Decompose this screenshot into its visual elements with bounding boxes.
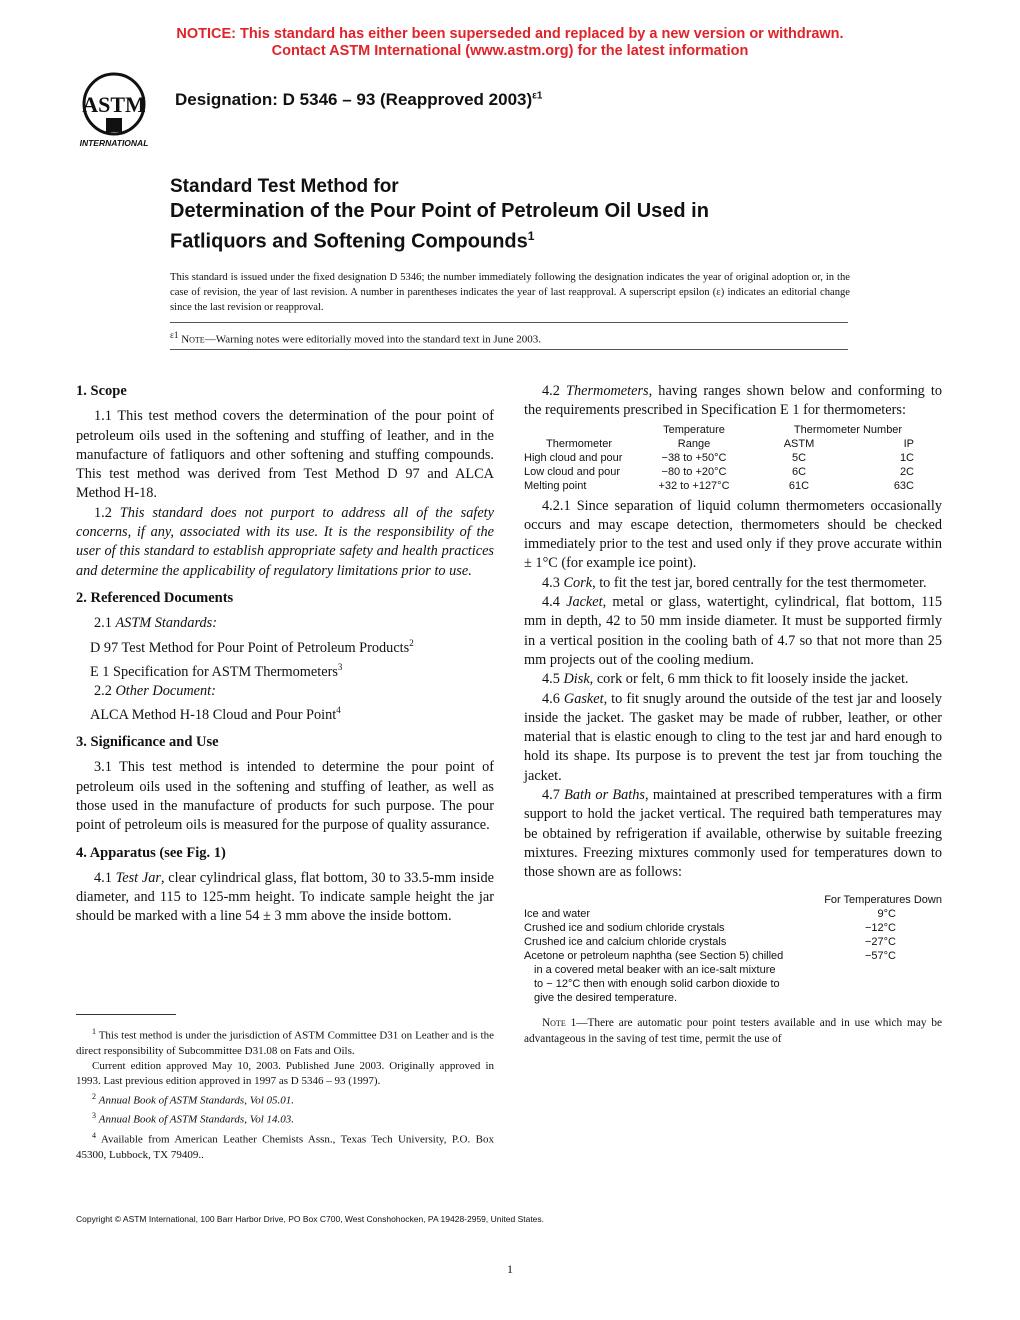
mixture-cont-2: to − 12°C then with enough solid carbon dioxide to [534, 977, 780, 990]
para-4-3 [524, 574, 942, 593]
footnote-4-text: Available from American Leather Chemists Assn., Texas Tech University, P.O. Box 45300, Lubbock, TX 79409.. [76, 1133, 494, 1161]
table-row [524, 907, 942, 921]
para-4-5-term: Disk [563, 671, 590, 688]
para-4-2-num: 4.2 [542, 383, 560, 399]
issuance-statement: This standard is issued under the fixed designation D 5346; the number immediately following the designation indicates the year of original adoption or, in the case of revision, the year of last revision. A number in parentheses indicates the year of last reapproval. A superscript epsilon (ε) indicates an editorial change since the last revision or reapproval. [170, 272, 850, 313]
th-range: Range [677, 437, 711, 450]
para-1-2 [76, 504, 494, 581]
para-4-4-num: 4.4 [542, 594, 560, 611]
footnote-1-sup: 1 [92, 1027, 96, 1036]
para-3-1: 3.1 This test method is intended to determine the pour point of petroleum oils used in the softening and stuffing of leather, as well as those used in the manufacture of products for such purpose. The pour point of petroleum oils is measured for the purpose of quality assurance. [76, 759, 494, 834]
ref-e1-text: E 1 Specification for ASTM Thermometers [90, 663, 338, 680]
editorial-note-label: Note [181, 333, 205, 346]
footnote-4-sup: 4 [92, 1130, 96, 1140]
para-4-1-text: , clear cylindrical glass, flat bottom, 30 to 33.5-mm inside diameter, and 115 to 125-mm height. To indicate sample height the jar should be marked with a line 54 ± 3 mm above the inside bottom. [76, 869, 494, 925]
para-2-2-text: Other Document: [115, 682, 216, 699]
page-number: 1 [507, 1262, 513, 1276]
title-line-1: Standard Test Method for [170, 176, 399, 197]
mixture-name: Crushed ice and calcium chloride crystals [524, 935, 727, 948]
astm-logo [68, 70, 160, 150]
footnote-2 [76, 1089, 494, 1109]
designation-epsilon: ε1 [532, 90, 543, 102]
row-range: −80 to +20°C [661, 465, 727, 478]
thermometer-table [524, 423, 942, 493]
mixture-cont-3: give the desired temperature. [534, 991, 678, 1004]
th-ip: IP [903, 437, 914, 450]
para-4-1-term: Test Jar [115, 869, 161, 886]
supersede-notice [0, 26, 1020, 60]
title-line-3: Fatliquors and Softening Compounds [170, 230, 528, 253]
ref-alca [76, 701, 494, 725]
mixture-name: Crushed ice and sodium chloride crystals [524, 921, 725, 934]
ref-d97-text: D 97 Test Method for Pour Point of Petroleum Products [90, 639, 410, 656]
footnote-1-text: This test method is under the jurisdiction of ASTM Committee D31 on Leather and is the direct responsibility of Subcommittee D31.08 on Fats and Oils. [76, 1029, 494, 1057]
editorial-note-text: —Warning notes were editorially moved into the standard text in June 2003. [204, 333, 542, 346]
th-astm: ASTM [783, 437, 815, 450]
table-row [524, 935, 942, 949]
footnote-3-text: Annual Book of ASTM Standards, Vol 14.03. [98, 1113, 294, 1126]
row-astm: 61C [788, 479, 810, 492]
para-4-7-num: 4.7 [542, 787, 560, 804]
para-4-3-term: Cork [563, 574, 593, 591]
para-2-2-num: 2.2 [94, 682, 112, 699]
th-temperature: Temperature [663, 423, 725, 436]
row-ip: 1C [899, 451, 914, 464]
para-4-5 [524, 670, 942, 689]
divider-bottom [170, 349, 848, 350]
row-ip: 63C [893, 479, 914, 492]
row-name: Melting point [524, 479, 587, 492]
title-footnote-ref: 1 [527, 229, 535, 243]
table-row [524, 921, 942, 935]
mixture-temp: −27°C [864, 935, 896, 948]
footnote-2-sup: 2 [92, 1091, 96, 1101]
row-name: High cloud and pour [524, 451, 623, 464]
para-4-2 [524, 382, 942, 421]
ref-e1 [76, 658, 494, 682]
para-4-2-1: 4.2.1 Since separation of liquid column thermometers occasionally occurs and may escape detection, thermometers should be checked immediately prior to the test and used only if they prove accurate within ± 1°C (for example ice point). [524, 497, 942, 572]
para-2-1 [76, 614, 494, 633]
editorial-note-epsilon: ε1 [170, 330, 179, 340]
ref-d97-sup: 2 [409, 637, 414, 648]
row-astm: 6C [791, 465, 807, 478]
ref-e1-sup: 3 [337, 661, 343, 672]
mixture-cont-1: in a covered metal beaker with an ice-salt mixture [534, 963, 776, 976]
para-4-3-text: , to fit the test jar, bored centrally for the test thermometer. [592, 574, 927, 591]
ref-alca-sup: 4 [336, 704, 341, 715]
th-thermometer-number: Thermometer Number [793, 423, 903, 436]
para-4-5-text: , cork or felt, 6 mm thick to fit loosely inside the jacket. [589, 671, 909, 688]
footnote-1 [76, 1024, 494, 1059]
section-heading-apparatus: 4. Apparatus (see Fig. 1) [76, 844, 226, 861]
table-row [524, 465, 942, 479]
row-astm: 5C [791, 451, 807, 464]
designation [175, 90, 542, 110]
freezing-mixtures-table [524, 893, 942, 1005]
para-4-1 [76, 869, 494, 927]
divider-top [170, 322, 848, 323]
footnote-2-text: Annual Book of ASTM Standards, Vol 05.01. [98, 1094, 294, 1107]
left-column [76, 382, 494, 927]
para-4-7-text: , maintained at prescribed temperatures with a firm support to hold the jacket vertical. The required bath temperatures may be obtained by refrigeration if available, otherwise by suitable freezing mixtures. Freezing mixtures commonly used for temperatures down to those shown are as follows: [524, 787, 943, 881]
para-2-2 [76, 682, 494, 701]
para-4-5-num: 4.5 [542, 671, 560, 688]
para-4-7 [524, 786, 942, 882]
mixture-temp: −12°C [864, 921, 896, 934]
para-2-1-num: 2.1 [94, 615, 112, 632]
footnote-1b: Current edition approved May 10, 2003. Published June 2003. Originally approved in 1993. Last previous edition approved in 1997 as D 5346 – 93 (1997). [76, 1059, 494, 1087]
footnote-3 [76, 1108, 494, 1128]
logo-org-text: ASTM [82, 92, 146, 117]
title-line-2: Determination of the Pour Point of Petroleum Oil Used in [170, 200, 709, 222]
para-1-2-num: 1.2 [94, 504, 112, 521]
para-4-7-term: Bath or Baths [564, 787, 645, 804]
mixture-name: Ice and water [524, 907, 591, 920]
para-4-2-term: Thermometers [566, 383, 649, 399]
notice-line-2: Contact ASTM International (www.astm.org) for the latest information [271, 43, 749, 59]
row-range: −38 to +50°C [661, 451, 727, 464]
section-heading-referenced-documents: 2. Referenced Documents [76, 589, 234, 606]
copyright: Copyright © ASTM International, 100 Barr Harbor Drive, PO Box C700, West Conshohocken, PA 19428-2959, United States. [76, 1214, 545, 1224]
para-4-6-num: 4.6 [542, 690, 560, 707]
para-2-1-text: ASTM Standards: [115, 615, 217, 632]
para-4-6 [524, 690, 942, 786]
freeze-header: For Temperatures Down [824, 893, 942, 906]
ref-d97 [76, 634, 494, 658]
table-row [524, 451, 942, 465]
logo-sub-text: INTERNATIONAL [79, 138, 149, 148]
editorial-note [170, 330, 541, 346]
mixture-temp: 9°C [877, 907, 896, 920]
note-1-text: —There are automatic pour point testers available and in use which may be advantageous in the saving of test time, permit the use of [524, 1016, 943, 1045]
table-row [524, 479, 942, 493]
row-range: +32 to +127°C [658, 479, 730, 492]
para-4-4-term: Jacket [566, 594, 603, 611]
document-title [170, 174, 890, 255]
designation-text: Designation: D 5346 – 93 (Reapproved 2003) [175, 90, 533, 109]
notice-line-1: NOTICE: This standard has either been superseded and replaced by a new version or withdrawn. [176, 26, 844, 42]
footnotes [76, 1024, 494, 1163]
row-name: Low cloud and pour [524, 465, 621, 478]
para-4-2-text: , having ranges shown below and conforming to the requirements prescribed in Specification E 1 for thermometers: [524, 383, 942, 419]
footnote-3-sup: 3 [92, 1111, 96, 1121]
right-column [524, 382, 942, 1047]
table-row [524, 949, 942, 963]
footnote-4 [76, 1128, 494, 1163]
note-1 [524, 1015, 942, 1047]
mixture-name: Acetone or petroleum naphtha (see Section 5) chilled [524, 949, 784, 962]
para-4-4-text: , metal or glass, watertight, cylindrical, flat bottom, 115 mm in depth, 42 to 50 mm inside diameter. It must be supported firmly in a vertical position in the cooling bath of 4.7 so that not more than 25 mm projects out of the cooling medium. [524, 594, 943, 668]
ref-alca-text: ALCA Method H-18 Cloud and Pour Point [90, 706, 337, 723]
mixture-temp: −57°C [864, 949, 896, 962]
para-4-1-num: 4.1 [94, 869, 112, 886]
section-heading-scope: 1. Scope [76, 383, 127, 399]
para-4-3-num: 4.3 [542, 574, 560, 591]
para-4-6-term: Gasket [563, 690, 604, 707]
para-1-1: 1.1 This test method covers the determination of the pour point of petroleum oils used in the softening and stuffing of leather, and in the manufacture of fatliquors and other softening and stuffing compounds. This test method was derived from Test Method D 97 and ALCA Method H-18. [76, 408, 494, 502]
footnote-divider [76, 1014, 176, 1015]
para-1-2-text: This standard does not purport to address all of the safety concerns, if any, associated with its use. It is the responsibility of the user of this standard to establish appropriate safety and health practices and determine the applicability of regulatory limitations prior to use. [76, 504, 494, 579]
th-thermometer: Thermometer [545, 437, 613, 450]
section-heading-significance: 3. Significance and Use [76, 734, 219, 751]
row-ip: 2C [899, 465, 914, 478]
para-4-6-text: , to fit snugly around the outside of the test jar and loosely inside the jacket. The gasket may be made of rubber, leather, or other material that is elastic enough to cling to the test jar and hard enough to hold its shape. Its purpose is to prevent the test jar from touching the jacket. [524, 690, 942, 784]
note-1-label: Note 1 [542, 1016, 577, 1029]
para-4-4 [524, 593, 942, 670]
